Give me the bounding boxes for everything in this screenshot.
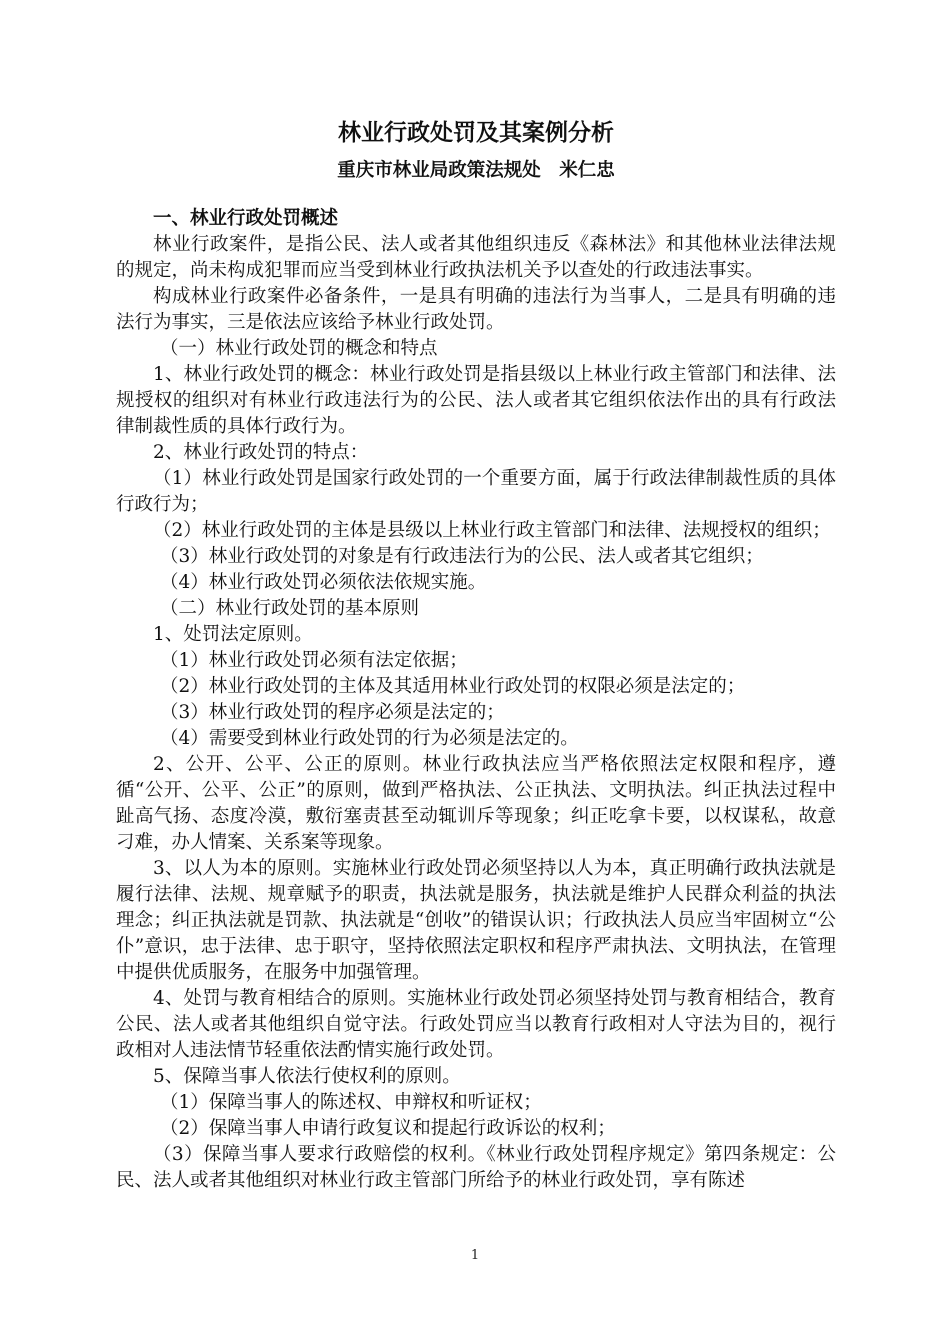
list-item: （2）林业行政处罚的主体及其适用林业行政处罚的权限必须是法定的； bbox=[160, 676, 746, 697]
document-body bbox=[116, 118, 836, 1194]
paragraph: 2、公开、公平、公正的原则。林业行政执法应当严格依照法定权限和程序，遵循“公开、公平、公正”的原则，做到严格执法、公正执法、文明执法。纠正执法过程中趾高气扬、态度冷漠，敷衍塞责甚至动辄训斥等现象；纠正吃拿卡要，以权谋私，故意刁难，办人情案、关系案等现象。 bbox=[116, 754, 836, 853]
list-item: （3）林业行政处罚的程序必须是法定的； bbox=[160, 702, 505, 723]
subsection-heading: （二）林业行政处罚的基本原则 bbox=[160, 598, 420, 619]
list-item: （1）林业行政处罚是国家行政处罚的一个重要方面，属于行政法律制裁性质的具体行政行为； bbox=[116, 468, 836, 515]
page-number: 1 bbox=[470, 1248, 480, 1263]
paragraph: 构成林业行政案件必备条件，一是具有明确的违法行为当事人，二是具有明确的违法行为事实，三是依法应该给予林业行政处罚。 bbox=[116, 286, 836, 333]
document-title: 林业行政处罚及其案例分析 bbox=[338, 120, 614, 146]
list-item: （3）保障当事人要求行政赔偿的权利。《林业行政处罚程序规定》第四条规定：公民、法人或者其他组织对林业行政主管部门所给予的林业行政处罚，享有陈述 bbox=[116, 1144, 836, 1191]
paragraph: 4、处罚与教育相结合的原则。实施林业行政处罚必须坚持处罚与教育相结合，教育公民、法人或者其他组织自觉守法。行政处罚应当以教育行政相对人守法为目的，视行政相对人违法情节轻重依法酌情实施行政处罚。 bbox=[116, 988, 836, 1061]
list-item: （2）林业行政处罚的主体是县级以上林业行政主管部门和法律、法规授权的组织； bbox=[153, 520, 831, 541]
document-subtitle: 重庆市林业局政策法规处 米仁忠 bbox=[337, 160, 615, 181]
paragraph: 1、处罚法定原则。 bbox=[153, 624, 313, 645]
list-item: （4）林业行政处罚必须依法依规实施。 bbox=[160, 572, 487, 593]
paragraph: 2、林业行政处罚的特点： bbox=[153, 442, 369, 463]
section-heading: 一、林业行政处罚概述 bbox=[153, 208, 339, 229]
list-item: （3）林业行政处罚的对象是有行政违法行为的公民、法人或者其它组织； bbox=[160, 546, 764, 567]
list-item: （4）需要受到林业行政处罚的行为必须是法定的。 bbox=[160, 728, 579, 749]
paragraph: 1、林业行政处罚的概念：林业行政处罚是指县级以上林业行政主管部门和法律、法规授权的组织对有林业行政违法行为的公民、法人或者其它组织依法作出的具有行政法律制裁性质的具体行政行为。 bbox=[116, 364, 836, 437]
paragraph: 3、以人为本的原则。实施林业行政处罚必须坚持以人为本，真正明确行政执法就是履行法律、法规、规章赋予的职责，执法就是服务，执法就是维护人民群众利益的执法理念；纠正执法就是罚款、执法就是“创收”的错误认识；行政执法人员应当牢固树立“公仆”意识，忠于法律、忠于职守，坚持依照法定职权和程序严肃执法、文明执法，在管理中提供优质服务，在服务中加强管理。 bbox=[116, 858, 836, 983]
list-item: （2）保障当事人申请行政复议和提起行政诉讼的权利； bbox=[160, 1118, 616, 1139]
paragraph: 5、保障当事人依法行使权利的原则。 bbox=[153, 1066, 461, 1087]
subsection-heading: （一）林业行政处罚的概念和特点 bbox=[160, 338, 438, 359]
list-item: （1）保障当事人的陈述权、申辩权和听证权； bbox=[160, 1092, 542, 1113]
list-item: （1）林业行政处罚必须有法定依据； bbox=[160, 650, 468, 671]
paragraph: 林业行政案件，是指公民、法人或者其他组织违反《森林法》和其他林业法律法规的规定，尚未构成犯罪而应当受到林业行政执法机关予以查处的行政违法事实。 bbox=[116, 234, 836, 281]
